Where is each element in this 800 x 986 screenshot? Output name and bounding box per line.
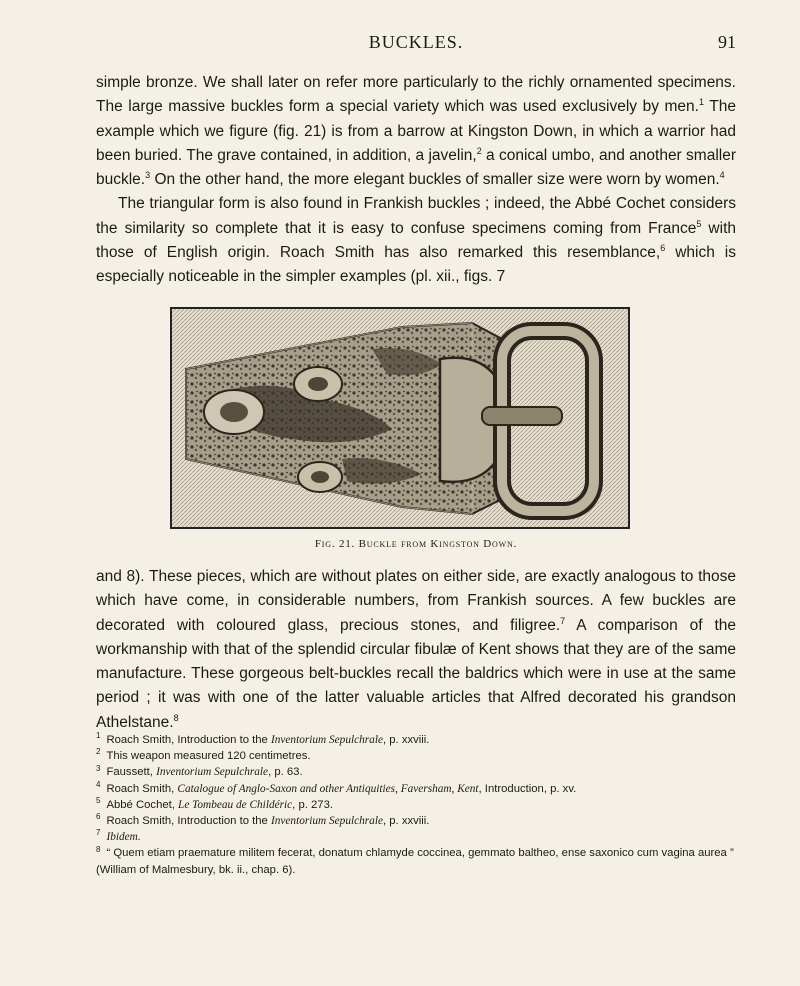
footnote-ref-1[interactable]: 1 — [698, 97, 704, 108]
footnote-text: Faussett, — [106, 766, 157, 779]
footnote-text: This weapon measured 120 centimetres. — [106, 750, 311, 763]
paragraph-1-text-b: The example which we figure (fig. 21) is from a barrow at Kingston Down, in which a warrior had been buried. The grave contained, in addition, a javelin, — [96, 98, 736, 164]
footnote-text: Roach Smith, — [106, 782, 178, 795]
running-title: BUCKLES. — [368, 32, 464, 52]
footnote-text: Roach Smith, Introduction to the — [106, 734, 271, 746]
footnote-number: 5 — [96, 796, 101, 806]
footnote-number: 2 — [96, 747, 101, 757]
footnote-ref-6[interactable]: 6 — [660, 242, 666, 253]
paragraph-2 — [96, 192, 736, 289]
footnote-7 — [96, 829, 736, 845]
paragraph-1-text-a: simple bronze. We shall later on refer more particularly to the richly ornamented specimens. The large massive buckles form a special variety which was used exclusively by men. — [96, 74, 736, 116]
footnote-2 — [96, 748, 736, 764]
footnote-ref-4[interactable]: 4 — [719, 170, 725, 181]
text-before-figure — [96, 71, 736, 290]
footnote-text: Abbé Cochet, — [106, 798, 179, 811]
footnote-number: 4 — [96, 779, 101, 789]
footnote-1 — [96, 732, 736, 748]
footnote-title: Le Tombeau de Childéric — [178, 798, 293, 811]
figure-caption: Fig. 21. Buckle from Kingston Down. — [314, 538, 518, 550]
footnote-title: Catalogue of Anglo-Saxon and other Antiquities, Faversham, Kent — [177, 782, 479, 795]
footnote-text: , p. 273. — [292, 798, 333, 811]
paragraph-1 — [96, 71, 736, 192]
footnote-4 — [96, 781, 736, 797]
page-number: 91 — [718, 32, 736, 52]
footnote-title: Ibidem. — [106, 831, 141, 844]
text-after-figure — [96, 565, 736, 735]
paragraph-1-text-c: a conical umbo, and another smaller buckle. — [96, 146, 736, 189]
footnote-5 — [96, 797, 736, 813]
paragraph-1-text-d: On the other hand, the more elegant buckles of smaller size were worn by women. — [150, 171, 720, 189]
buckle-drawing — [172, 309, 628, 527]
footnote-ref-3[interactable]: 3 — [145, 170, 151, 181]
footnote-text: , p. xxviii. — [382, 734, 430, 746]
footnote-number: 7 — [96, 828, 101, 838]
paragraph-2-text-b: with those of English origin. Roach Smith has also remarked this resemblance, — [96, 219, 736, 262]
footnote-text: Roach Smith, Introduction to the — [106, 815, 271, 828]
footnote-title: Inventorium Sepulchrale — [156, 766, 269, 779]
footnote-3 — [96, 764, 736, 780]
footnotes — [96, 732, 736, 878]
footnote-ref-8[interactable]: 8 — [173, 712, 179, 723]
paragraph-2-text-a: The triangular form is also found in Frankish buckles ; indeed, the Abbé Cochet considers the similarity so complete that it is easy to confuse specimens coming from France — [96, 195, 736, 237]
footnote-text: , Introduction, p. xv. — [478, 782, 577, 795]
footnote-text: “ Quem etiam praematurе militem fecerat, donatum chlamyde coccinea, gemmato baltheo, ense saxonico cum vagina aurea ” (William of Malmesbury, bk. ii., chap. 6). — [96, 847, 734, 876]
footnote-number: 3 — [96, 763, 101, 773]
footnote-number: 1 — [96, 731, 101, 741]
paragraph-3-text-a: and 8). These pieces, which are without plates on either side, are exactly analogous to those which have come, in considerable numbers, from Frankish sources. A few buckles are decorated with coloured glass, precious stones, and filigree. — [96, 568, 736, 634]
buckle-illustration — [170, 307, 630, 529]
footnote-title: Inventorium Sepulchrale — [270, 815, 383, 828]
footnote-number: 6 — [96, 812, 101, 822]
footnote-6 — [96, 813, 736, 829]
footnote-title: Inventorium Sepulchrale — [270, 734, 383, 746]
footnote-number: 8 — [96, 844, 101, 854]
paragraph-3-text-b: A comparison of the workmanship with that of the splendid circular fibulæ of Kent shows that they are of the same manufacture. These gorgeous belt-buckles recall the baldrics which were in use at the same period ; it was with one of the latter valuable articles that Alfred decorated his grandson Athelstane. — [96, 616, 736, 731]
footnote-8 — [96, 845, 736, 877]
footnote-ref-2[interactable]: 2 — [476, 145, 482, 156]
footnote-ref-7[interactable]: 7 — [560, 615, 566, 626]
footnote-text: , p. 63. — [268, 766, 303, 779]
running-head — [96, 32, 736, 56]
footnote-text: , p. xxviii. — [382, 815, 430, 828]
paragraph-3 — [96, 565, 736, 735]
paragraph-2-text-c: which is especially noticeable in the simpler examples (pl. xii., figs. 7 — [96, 244, 737, 286]
footnote-ref-5[interactable]: 5 — [696, 218, 702, 229]
